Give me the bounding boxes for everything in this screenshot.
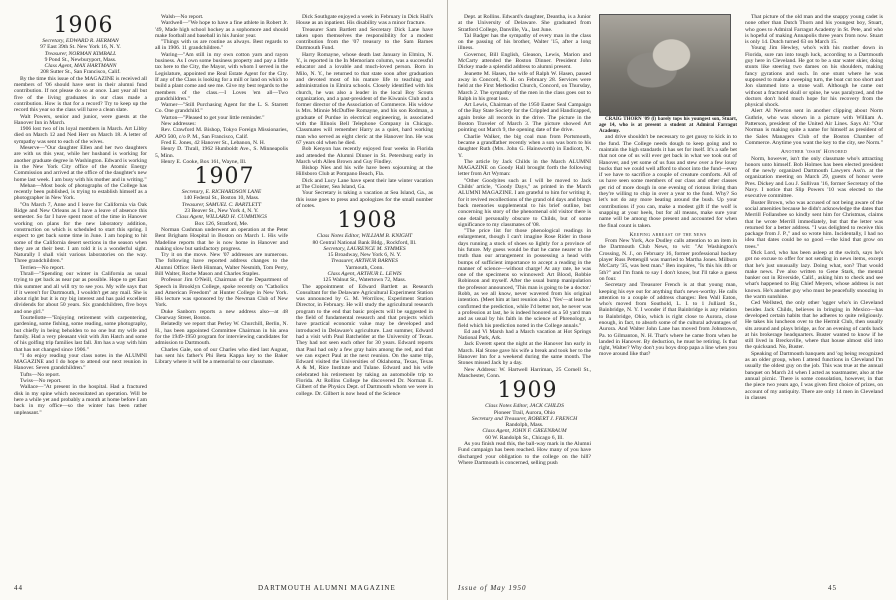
agent-line: Class Agent, JOHN F. GREENBAUM	[482, 428, 567, 435]
paragraph: Henry E. Cooke, Box 161, Wayne, Ill.	[161, 158, 247, 165]
paragraph: Mehan—Most book of photographs of the College has recently been published, is trying to establish himself as a photographer in New York.	[14, 182, 147, 202]
agent-line: Class Agent, WILLARD H. CUMMINGS	[176, 214, 267, 221]
paragraph: Tufts—No report.	[20, 371, 61, 378]
secretary-address: 15 Broadway, New York 6, N. Y.	[327, 252, 402, 259]
paragraph: New Address: W. Hartwell Harriman, 25 Cornell St., Manchester, Conn.	[458, 366, 591, 379]
paragraph: Dick Southgate enjoyed a week in February in Dick Hall's House as an inpatient. His disability was a minor fracture.	[296, 14, 433, 27]
magazine-title-footer: DARTMOUTH ALUMNI MAGAZINE	[258, 584, 396, 592]
paragraph: 1906 lost two of its loyal members in March. Art Libby died on March 12 and Ned Herr on March 18. A letter of sympathy was sent to each of the wives.	[14, 126, 147, 145]
paragraph: Rev. Crawford M. Bishop, Tokyo Foreign Missionaries, APO 500, c/o P. M., San Francisco, Calif.	[155, 127, 288, 140]
page-number-right: 45	[828, 584, 837, 592]
paragraph: Henry D. Thrall, 1962 Humboldt Ave., S. Minneapolis 5, Minn.	[155, 146, 288, 159]
paragraph: Alert Al Newton sent in another clipping about Norm Guthrie, who was shown in a picture with William A. Patterson, president of the United Air Lines. Says Al: "Our Norman is making quite a name for himself as president of the Sales Managers Club of the Boston Chamber of Commerce. Anytime you want the key to the city, see Norm."	[745, 108, 883, 146]
paragraph: Buster Brown, who was accused of not being aware of the social amenities because he didn't acknowledge the dates that Merrill Follansbee so kindly sent him for Christmas, claims that he wrote Merrill immediately, but that the letter was returned for a better address. "I was delighted to receive this package from J. P.," and so wrote him. Incidentally, I had no idea that dates could be so good —the kind that grow on trees."	[745, 199, 883, 250]
paragraph: Warner—"Still Purchasing Agent for the L. S. Starrett Co. One grandchild."	[155, 102, 288, 115]
editor-address: 80 Central National Bank Bldg., Rockford, Ill.	[312, 239, 417, 246]
paragraph: and drive shouldn't be necessary to get gussy to kick in to the fund. The College needs dough to keep going and to maintain the high standards it has set for itself. It's a safe bet that not one of us will ever get back in what we took out of Hanover, and yet some of us fuss and stew over a few lousy bucks that we could well afford to shoot into the fund—even if we have to sacrifice a couple of creature comforts. All of us have seen some members of our class and other classes get rid of more dough in one evening of riotous living than they're willing to chip in over a year to the fund. Why? So let's not do any more beating around the bush. Up your contributions if you can, make a modest gift if the wolf is snapping at your heels, but for all means, make sure your name will be among those present and accounted for when the final count is taken.	[599, 134, 737, 229]
agent-address: Box 126, Stratford, Me.	[194, 220, 249, 227]
paragraph: Wardwell—"We hope to have a fine athlete in Robert Jr. '49, Made high school hockey as a sophomore and should make football and baseball in his Junior year.	[155, 20, 288, 39]
paragraph: Governor, Bill English, Gleason, Lewis, Marion and McCarty attended the Boston Dinner. President John Dickey made a splendid address to alumni present.	[458, 51, 591, 71]
treasurer-address: 23 Beaver St., New York 4, N. Y.	[184, 208, 259, 215]
paragraph: Fred E. Jones, 42 Hanover St., Lebanon, N. H.	[161, 139, 266, 146]
paragraph: By the time this issue of the MAGAZINE is received all members of '06 should have sent in their alumni fund contribution. If not please do so at once. Last year all but five of the living graduates in our class made a contribution. How is that for a record? Try to keep up the record this year so the class will have a clean slate.	[14, 75, 147, 114]
treasurer-line: Treasurer, SAMUEL C. BARTLETT	[181, 201, 262, 208]
paragraph: That picture of the old man and the snappy young cadet is none other than Dutch Thorn and his youngest boy, Stuart, who goes to Admiral Farragut Academy in St. Pete, and who is hopeful of making Annapolis three years from now. Stuart is only 14. Dutch turned 63 on March 15.	[745, 14, 883, 46]
editor-address: Pioneer Trail, Aurora, Ohio	[493, 409, 556, 416]
paragraph: Dept. at Rollins. Edward's daughter, Deantha, is a Junior at the University of Delaware. She graduated from Stratford College, Danville, Va., last June.	[458, 14, 591, 33]
subheading: Another 'ossir' Honored	[780, 149, 848, 156]
paragraph: Duke Sanborn reports a new address also—at 48 Clearway Street, Boston.	[155, 308, 288, 322]
paragraph: Harry Romayne, whose death last January in Elmira, N. Y., is reported in the In Memoriam column, was a successful educator and a lovable and much-loved person. Born in Milo, N. Y., he returned to that state soon after graduation and devoted most of his mature life to teaching and administration in Elmira schools. Closely identified with his church, he was also a leader in the local Boy Scouts organization, and a past-president of the Kiwanis Club and a former director of the Association of Commerce. His widow is Mrs. Minnie McDuffee Romayne, and his son Rodman, a graduate of Purdue in electrical engineering, is associated with the Illinois Bell Telephone Company in Chicago. Classmates will remember Harry as a quiet, hard working man who served as eight cleric at the Hanover Inn. He was 67 years old when he died.	[296, 51, 433, 146]
secretary-line: Secretary, LAURENCE M. SYMMES	[323, 245, 406, 252]
agent-line: Class Agent, ARTHUR L. LEWIS	[327, 270, 402, 277]
photo-thorn-and-son	[599, 14, 729, 114]
paragraph: Walsh—No report.	[161, 14, 204, 20]
photograph	[599, 14, 731, 116]
page-number-left: 44	[14, 584, 23, 592]
paragraph: As you finish read this, the ball-way mark in the Alumni Fund campaign has been reached. How many of you have discharged your obligation to the college on the hill? Where Dartmouth is concerned, selling push	[458, 441, 591, 466]
treasurer-address: Yarmouth, Conn.	[345, 264, 384, 271]
paragraph: Norm, however, isn't the only classmate who's attracting honors unto himself. Bob Holmes has been elected president of the newly organized Dartmouth Lawyers Ass'n. at the organization meeting on March 29, guests of honor were Pres. Dickey and Lou J. Sullivan '16, former Secretary of the Navy. I notice that Slip Powers '10 was elected to the executive committee.	[745, 155, 883, 200]
paragraph: Dick Lord, who has been asleep at the switch, says he's got no excuse to offer for not sending in news items, except that he's just unusually lazy. Doing what, son? That would make news. I've also written to Gene Stark, the mental banker out in Riverside, Calif., asking him to check and see what's happened to Big Chief Meyers, whose address is not known. He's another guy who must be peacefully snoozing in the warm sunshine.	[745, 249, 883, 301]
paragraph: Dick and Lucy Lane have spent their late winter vacation at The Cloister, Sea Island, Ga.	[296, 177, 433, 191]
secretary-address: Randolph, Mass.	[505, 422, 544, 429]
paragraph: "I do enjoy reading your class notes in the ALUMNI MAGAZINE and I do hope to attend our next reunion in Hanover. Seven grandchildren."	[14, 352, 147, 372]
secretary-address: 140 Federal St., Boston 10, Mass.	[183, 195, 260, 202]
paragraph: Treasurer Sam Bartlett and Secretary Dick Lane have taken upon themselves the responsibility for a modest contribution from the '07 treasury to the Sam Barnes Dartmouth Fund.	[296, 26, 433, 52]
subheading: Keeping abreast of the news	[629, 231, 707, 238]
paragraph: The appointment of Edward Bartlett as Research Consultant for the Delaware Agricultural Experiment Station was announced by G. M. Worrilow, Experiment Station Director, in February. He will study the agricultural research program to the end that basic projects will be suggested in the field of fundamental research and that projects which have practical economic value may be developed and introduced in Delaware's agriculture. Last summer, Edward had a visit with Paul Batchelder at the University of Texas. They had not seen each other for 30 years. Edward reports that Paul had only a few gray hairs among the red, and that we can expect Paul at the next reunion. On the same trip, Edward visited the Universities of Oklahoma, Texas, Texas A & M, Rice Institute and Tulane. Edward and his wife celebrated his retirement by taking an automobile trip to Florida. At Rollins College he discovered Dr. Norman E. Gilbert of the Physics Dept. of Dartmouth whom we were in college. Dr. Gilbert is now head of the Science	[296, 283, 433, 397]
paragraph: Charlie Walker, the big coal man from Portsmouth, became a grandfather recently when a son was born to his daughter Ruth (Mrs. John G. Hainsworth) in Endicott, N. Y.	[458, 133, 591, 159]
paragraph: Art Lewis, Chairman of the 1950 Easter Seal Campaign of the Bay State Society for the Crippled and Handicapped, again broke all records in the drive. The picture in the Boston Traveler of March 3. The picture showed Art pointing out March 9, the opening date of the drive.	[458, 102, 591, 134]
paragraph: Twiss—No report.	[20, 378, 62, 385]
paragraph: Warton—"Pleased to get your little reminder."	[161, 114, 265, 121]
paragraph: "Things with us are routine as always. Best regards to all in 1906. 11 grandchildren."	[155, 39, 288, 52]
column-4	[458, 14, 591, 570]
editor-line: Class Notes Editor, JACK CHILDS	[485, 403, 564, 410]
editor-line: Class Notes Editor, WILLIAM B. KNIGHT	[316, 233, 413, 240]
paragraph: Jack Everett spent the night at the Hanover Inn early in March. Hal Stone gave his wife a break and took her to the Hanover Inn for a weekend during the same month. The Stones missed Jack by a day.	[458, 341, 591, 367]
column-1	[14, 14, 147, 570]
paragraph: "On March 7, Anne and I leave for California via Oak Ridge and New Orleans as I have a leave of absence this semester. So far I have spent most of the time in Hanover working on plans for the new laboratory addition, construction on which is scheduled to start this spring. I expect to get back some time in June. I am hoping to hit some of the California desert sections in the season when they are at their best. I am told it is a wonderful sight. Naturally I shall visit various laboratories on the way. Three grandchildren."	[14, 201, 147, 265]
paragraph: Belatedly we report that Perley W. Churchill, Berlin, N. H., has been appointed Committee Chairman in his area for the 1949-1950 program for interviewing candidates for admission to Dartmouth.	[155, 321, 288, 347]
agent-address: 125 Walnut St., Watertown 72, Mass.	[322, 277, 407, 284]
photo-caption: CRAIG THORN '09 (l) barely tops his youngest son, Stuart, age 14, who is at present a student at Admiral Farragut Academy.	[599, 117, 737, 134]
treasurer-line: Treasurer, ARTHUR BARNES	[331, 258, 398, 265]
agent-address: 60 W. Randolph St., Chicago 6, Ill.	[485, 434, 564, 441]
issue-date-footer: Issue of May 1950	[458, 584, 527, 592]
secretary-address: 97 East 39th St. New York 16, N. Y.	[40, 44, 121, 51]
paragraph: Waring—"Am still in my own cotton yarn and rayon business. As I own some business property and pay a little tax here to the City, the Mayor, with whom I served in the Legislature, appointed me Real Estate Agent for the City. If any of the Class is looking for a mill or land on which to build a plant come and see me. Give my best regards to the members of the class.—I Loves 'em all—Two grandchildren."	[155, 51, 288, 102]
class-year-heading: 1906	[53, 14, 114, 38]
paragraph: Ed and Vi Marsh had a March vacation at Hot Springs National Park, Ark.	[458, 328, 591, 342]
paragraph: Ced Wellsted, the only other 'ogger who's in Cleveland besides Jack Childs, believes in bringing in Mexico—has developed certain habits that he adheres to quite religiously. He takes his luncheon over to the Hermit Club, then usually sits around and plays bridge, as for an evening of cards back at his brokerage headquarters. Buster wanted to know if he still lived in Brecksville, where that house almost slid into the quicksand. No, Buster.	[745, 300, 883, 351]
agent-line: Class Agent, MAX HARTMANN	[44, 63, 117, 70]
paragraph: "Other Goodyites such as I will be moved to Jack Childs' article, "Goody Days," as printed in the March ALUMNI MAGAZINE. I am grateful to him for writing it, for it revived recollections of the grand old days and brings back memories supplemental to his brief outline, but concerning his story of the phenomenal old visitor there is one detail personally obscure to Childs, but of some significance to my classmates of '08.	[458, 177, 591, 228]
paragraph: Terrien—No report.	[20, 264, 65, 271]
paragraph: Jeanette M. Hasen, the wife of Ralph W. Hasen, passed away in Concord, N. H. on February 28. Services were held at the First Methodist Church, Concord, on Thursday, March 2. The sympathy of the men in the class goes out to Ralph in his great loss.	[458, 70, 591, 102]
class-year-heading: 1907	[194, 164, 255, 190]
paragraph: Walt Powers, senior and junior, were guests at the Hanover Inn in March.	[14, 113, 147, 126]
paragraph: Your Secretary is taking a vacation at Sea Island, Ga., as this issue goes to press and apologizes for the small number of notes.	[296, 190, 433, 209]
paragraph: Tourtellotte—"Enjoying retirement with carpentering, gardening, some fishing, some reading, some photography, but chiefly in being beholden to no one but my wife and family. Had a very pleasant visit with Jim Hatch and some of his golfing trip families last fall. Jim has a way with him that has not changed since 1906."	[14, 315, 147, 353]
treasurer-address: 9 Pond St., Newburyport, Mass.	[44, 56, 117, 63]
paragraph: Secretary and Treasurer French is at that young man, keeping his eye out for anything that's news-worthy. He calls attention to a couple of address changes: Ben Wall Eaton, who's moved from Southold, L. I. to 1 Julliard St., Bainbridge, N. Y. I wonder if that Bainbridge is any relation to Bainbridge, Ohio, which is right close to Aurora, close enough, in fact, to absorb some of the cultural advantages of Aurora. And Walter John Lane has moved from Johnstown, Pa. to Gilmanton, N. H. That's where he came from when he landed in Hanover. By deduction, he must be retiring. Is that right, Walter? Why don't you boys drop papa a line when you move around like that?	[599, 282, 737, 358]
column-3	[296, 14, 433, 570]
paragraph: Charles Gale, son of our Charles who died last August, has sent his father's Phi Beta Kappa key to the Baker Library where it will be a memorial to our classmate.	[155, 346, 288, 366]
paragraph: "The price list for those phenological readings in enlargement, though I can't imagine Rose Rider in those days running a stock of shoes so lightly for a province of his future. My guess would be that he came nearer to the truth than our arrangement in possessing a head with bumps of sufficient importance to accept a reading in the manner of science—without charge! At any rate, he was one of the specimens so winnowed: Art Blood, Robbie Robinson and myself. After the usual bump manipulation the professor announced, 'This man is going to be a doctor.' Robb, as we all know, never wavered from his original intention. (Meet him at last reunion also.) 'Yes'—at least he confirmed the prediction, while I'd better not, he never was a profession at last, he is indeed honored as a 50 yard man and as usual by his faith in the science of Phrenology, a field which his prediction noted in the College annals."	[458, 228, 591, 329]
paragraph: Bishop Nies and his wife have been sojourning at the Hillsboro Club at Pompano Beach, Fla.	[296, 165, 433, 178]
column-2	[155, 14, 288, 570]
secretary-line: Secretary and Treasurer, ROBERT J. FRENCH	[471, 415, 578, 422]
treasurer-line: Treasurer, NORMAN KIMBALL	[44, 50, 117, 57]
paragraph: New addresses:	[161, 121, 196, 128]
paragraph: Tal Badger has the sympathy of every man in the class on the passing of his brother, Walter '15, after a long illness.	[458, 32, 591, 52]
paragraph: Norman Cushman underwent an operation at the Peter Bent Brigham Hospital in Boston on March 1. His wife Madeline reports that he is now home in Hanover and making slow but satisfactory progress.	[155, 226, 288, 252]
paragraph: Young Jim Hewley, who's with his mother down in Florida, sure ran into tough luck, according to a Dartmouth guy here in Cleveland. He got to be a star water skier, doing stunts like steering two dames on his shoulders, making fancy gyrations and such. In one stunt where he was supposed to make a sweeping turn, the boat cut too short and Jon slammed into a stone wall. Although he came out without a fractured skull or spine, he was paralyzed, and the doctors don't hold much hope for his recovery from the physical shock.	[745, 45, 883, 109]
paragraph: Bob Kenyon has recently enjoyed four weeks in Florida and attended the Alumni Dinner in St. Petersburg early in March with Allen Brown and Guy Findley.	[296, 146, 433, 165]
class-year-heading: 1909	[497, 378, 558, 404]
paragraph: From New York, Ace Dudley calls attention to an item in the Dartmouth Club News, to wit: "At Washington's Crossing, N. J., on February 16, former professional hockey player Russ Pettengill was married to Martha Jones. Milburn McCarty '35, was best man." Ben inquires, "Is this his 4th or 5th?" and I'm frank to say I don't know, but I'll take a guess on four.	[599, 238, 737, 282]
agent-address: 208 Sutter St., San Francisco, Calif.	[40, 69, 121, 76]
paragraph: Speaking of Dartmouth banquets and 'og being recognized as an older group, when I attend functions in Cleveland I'm usually the oldest guy on the job. This was true at the annual banquet on March 24 when I acted as toastmaster, also at the annual picnic. There is some consolation, however, in that the piece two years ago, I was given first choice of prizes, on account of my antiquity. There are only 14 men in Cleveland in classes	[745, 350, 883, 401]
right-page	[448, 0, 896, 600]
paragraph: The article by Jack Childs in the March ALUMNI MAGAZINE on Goody Hall brought forth the following letter from Art Wyman:	[458, 158, 591, 178]
secretary-line: Secretary, EDWARD R. HERMAN	[42, 38, 119, 44]
paragraph: Try it on the move. New '07 addresses are numerous. The following have reported address changes to the Alumni Office: Herb Hinman, Walter Nesmith, Tom Perry, Bill Walter, Roche Mason and Charles Staples.	[155, 252, 288, 277]
column-6	[745, 14, 883, 570]
class-year-heading: 1908	[337, 208, 398, 234]
paragraph: Thrall—"Spending our winter in California as usual trying to get back as near par as possible. Hope to get East this summer and all will try to see you. My wife says that if it weren't for Dartmouth, I wouldn't get any mail. She is about right but it is my big interest and has paid excellent dividends for about 50 years. Six grandchildren, five boys and one girl."	[14, 270, 147, 315]
paragraph: Wallace—"At present in the hospital. Had a fractured disk in my spine which necessitated an operation. Will be here a while yet and probably a month at home before I am back in my office—so the winter has been rather unpleasant."	[14, 384, 147, 416]
column-5	[599, 14, 737, 570]
paragraph: Meserve—"Our daughter Ellen and her two daughters are with us this year, while her husband is working for another graduate degree in Washington. Edward is working in the New York City office of the Atomic Energy Commission and arrived at the office of the daughter's new home last week. I am busy with his mother and in writing."	[14, 145, 147, 183]
secretary-line: Secretary, E. RICHARDSON LANE	[181, 189, 262, 196]
paragraph: Professor Jim O'Neill, Chairman of the Department of Speech in Brooklyn College, spoke recently on "Catholics and American Freedom" at Hunter College in New York. His lecture was sponsored by the Newman Club of New York.	[155, 277, 288, 309]
